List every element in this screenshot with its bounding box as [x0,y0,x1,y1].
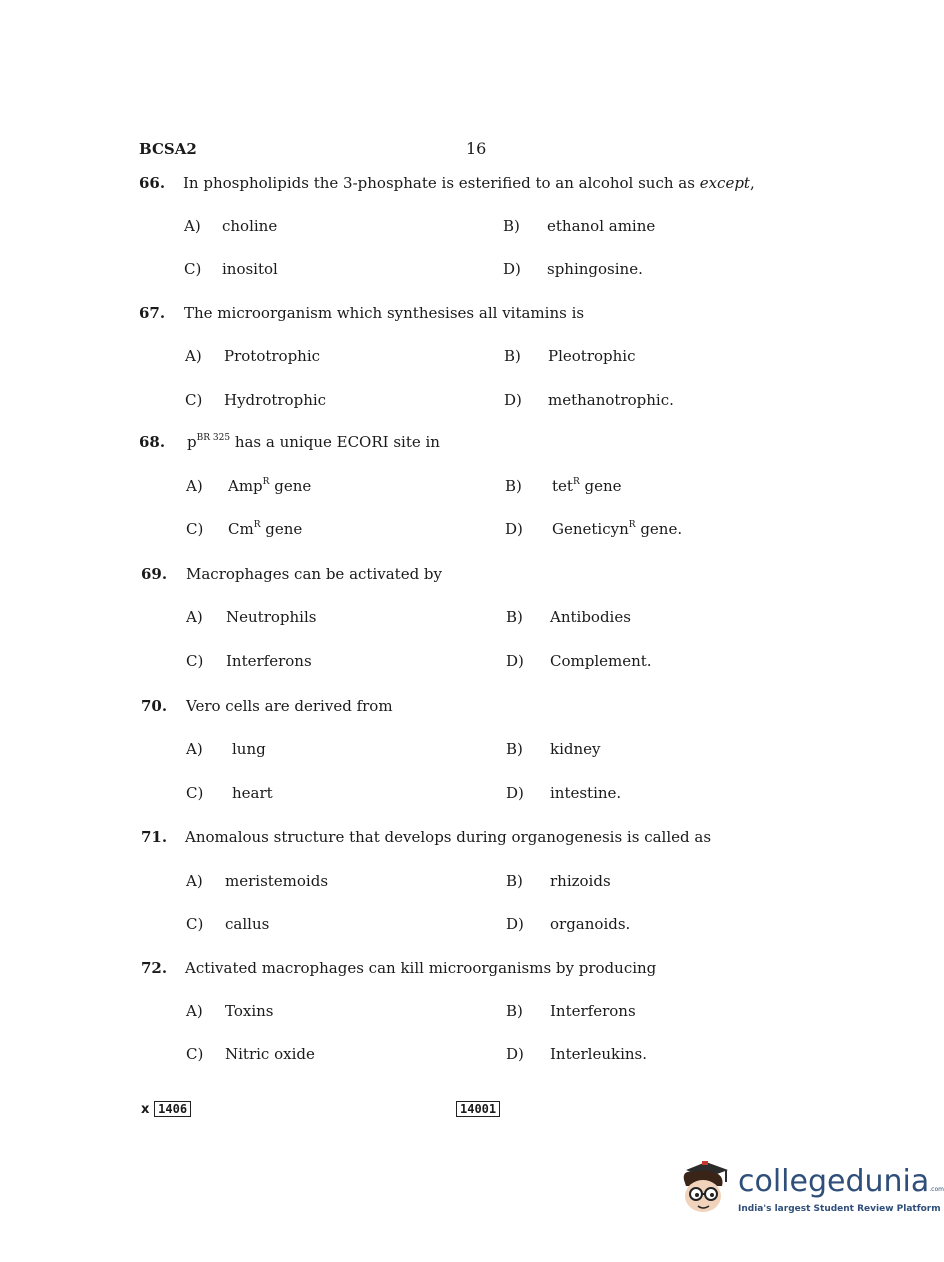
option-label: C) [186,520,204,538]
question-text: Activated macrophages can kill microorganisms by producing [185,959,657,977]
option-text: Interleukins. [550,1045,648,1063]
option-text: sphingosine. [547,260,643,278]
option-text: rhizoids [550,872,611,890]
option-label: A) [186,740,203,758]
option-text: Complement. [550,652,652,670]
question-number: 67. [139,304,166,322]
mascot-icon [676,1156,734,1218]
footer-box-center: 14001 [456,1101,500,1117]
option-text: Interferons [226,652,312,670]
footer-code-left [141,1099,191,1117]
option-text: intestine. [550,784,622,802]
option-label: C) [186,1045,204,1063]
option-label: C) [186,784,204,802]
question-number: 69. [141,565,168,583]
footer-prefix: x [141,1102,150,1117]
question-text: Vero cells are derived from [186,697,393,715]
paper-code: BCSA2 [139,140,197,158]
option-label: B) [504,347,521,365]
question-text: In phospholipids the 3-phosphate is esterified to an alcohol such as except, [183,174,755,192]
option-label: B) [506,608,523,626]
option-label: A) [186,608,203,626]
option-text: Toxins [225,1002,274,1020]
option-text: Prototrophic [224,347,321,365]
option-label: B) [506,872,523,890]
option-text: ethanol amine [547,217,656,235]
question-text: Macrophages can be activated by [186,565,443,583]
page-number: 16 [466,139,487,158]
question-number: 68. [139,433,166,451]
option-label: A) [186,872,203,890]
option-label: B) [506,1002,523,1020]
logo-wordmark: collegedunia.com [738,1164,944,1199]
option-label: A) [186,1002,203,1020]
option-text: callus [225,915,270,933]
option-text: organoids. [550,915,631,933]
option-label: A) [184,217,201,235]
option-text: heart [232,784,273,802]
question-number: 72. [141,959,168,977]
option-text: Antibodies [550,608,631,626]
option-label: D) [506,915,524,933]
option-label: D) [506,652,524,670]
option-label: B) [506,740,523,758]
option-text: lung [232,740,266,758]
option-label: D) [506,784,524,802]
option-text: tet$^R$ gene [552,477,622,495]
option-text: meristemoids [225,872,329,890]
option-label: D) [504,391,522,409]
option-text: methanotrophic. [548,391,674,409]
option-text: inositol [222,260,278,278]
option-text: Amp$^R$ gene [228,477,312,495]
question-text: Anomalous structure that develops during organogenesis is called as [185,828,712,846]
question-number: 71. [141,828,168,846]
option-text: Geneticyn$^R$ gene. [552,520,683,538]
collegedunia-logo [676,1156,944,1226]
option-text: Interferons [550,1002,636,1020]
question-text: $p^{BR 325}$ has a unique ECORI site in [187,433,440,451]
option-label: B) [505,477,522,495]
option-text: $Cm^R$ gene [228,520,303,538]
option-label: B) [503,217,520,235]
option-text: choline [222,217,278,235]
option-label: D) [505,520,523,538]
option-text: Hydrotrophic [224,391,327,409]
question-number: 66. [139,174,166,192]
option-label: A) [186,477,203,495]
option-label: C) [186,652,204,670]
option-label: C) [184,260,202,278]
option-text: Pleotrophic [548,347,636,365]
question-number: 70. [141,697,168,715]
option-text: kidney [550,740,601,758]
footer-box-left: 1406 [154,1101,191,1117]
option-label: D) [506,1045,524,1063]
option-label: C) [186,915,204,933]
option-label: C) [185,391,203,409]
logo-tagline: India's largest Student Review Platform [738,1204,941,1214]
option-label: D) [503,260,521,278]
option-text: Nitric oxide [225,1045,315,1063]
option-text: Neutrophils [226,608,317,626]
question-text: The microorganism which synthesises all vitamins is [184,304,585,322]
footer-code-center [456,1099,500,1117]
option-label: A) [185,347,202,365]
